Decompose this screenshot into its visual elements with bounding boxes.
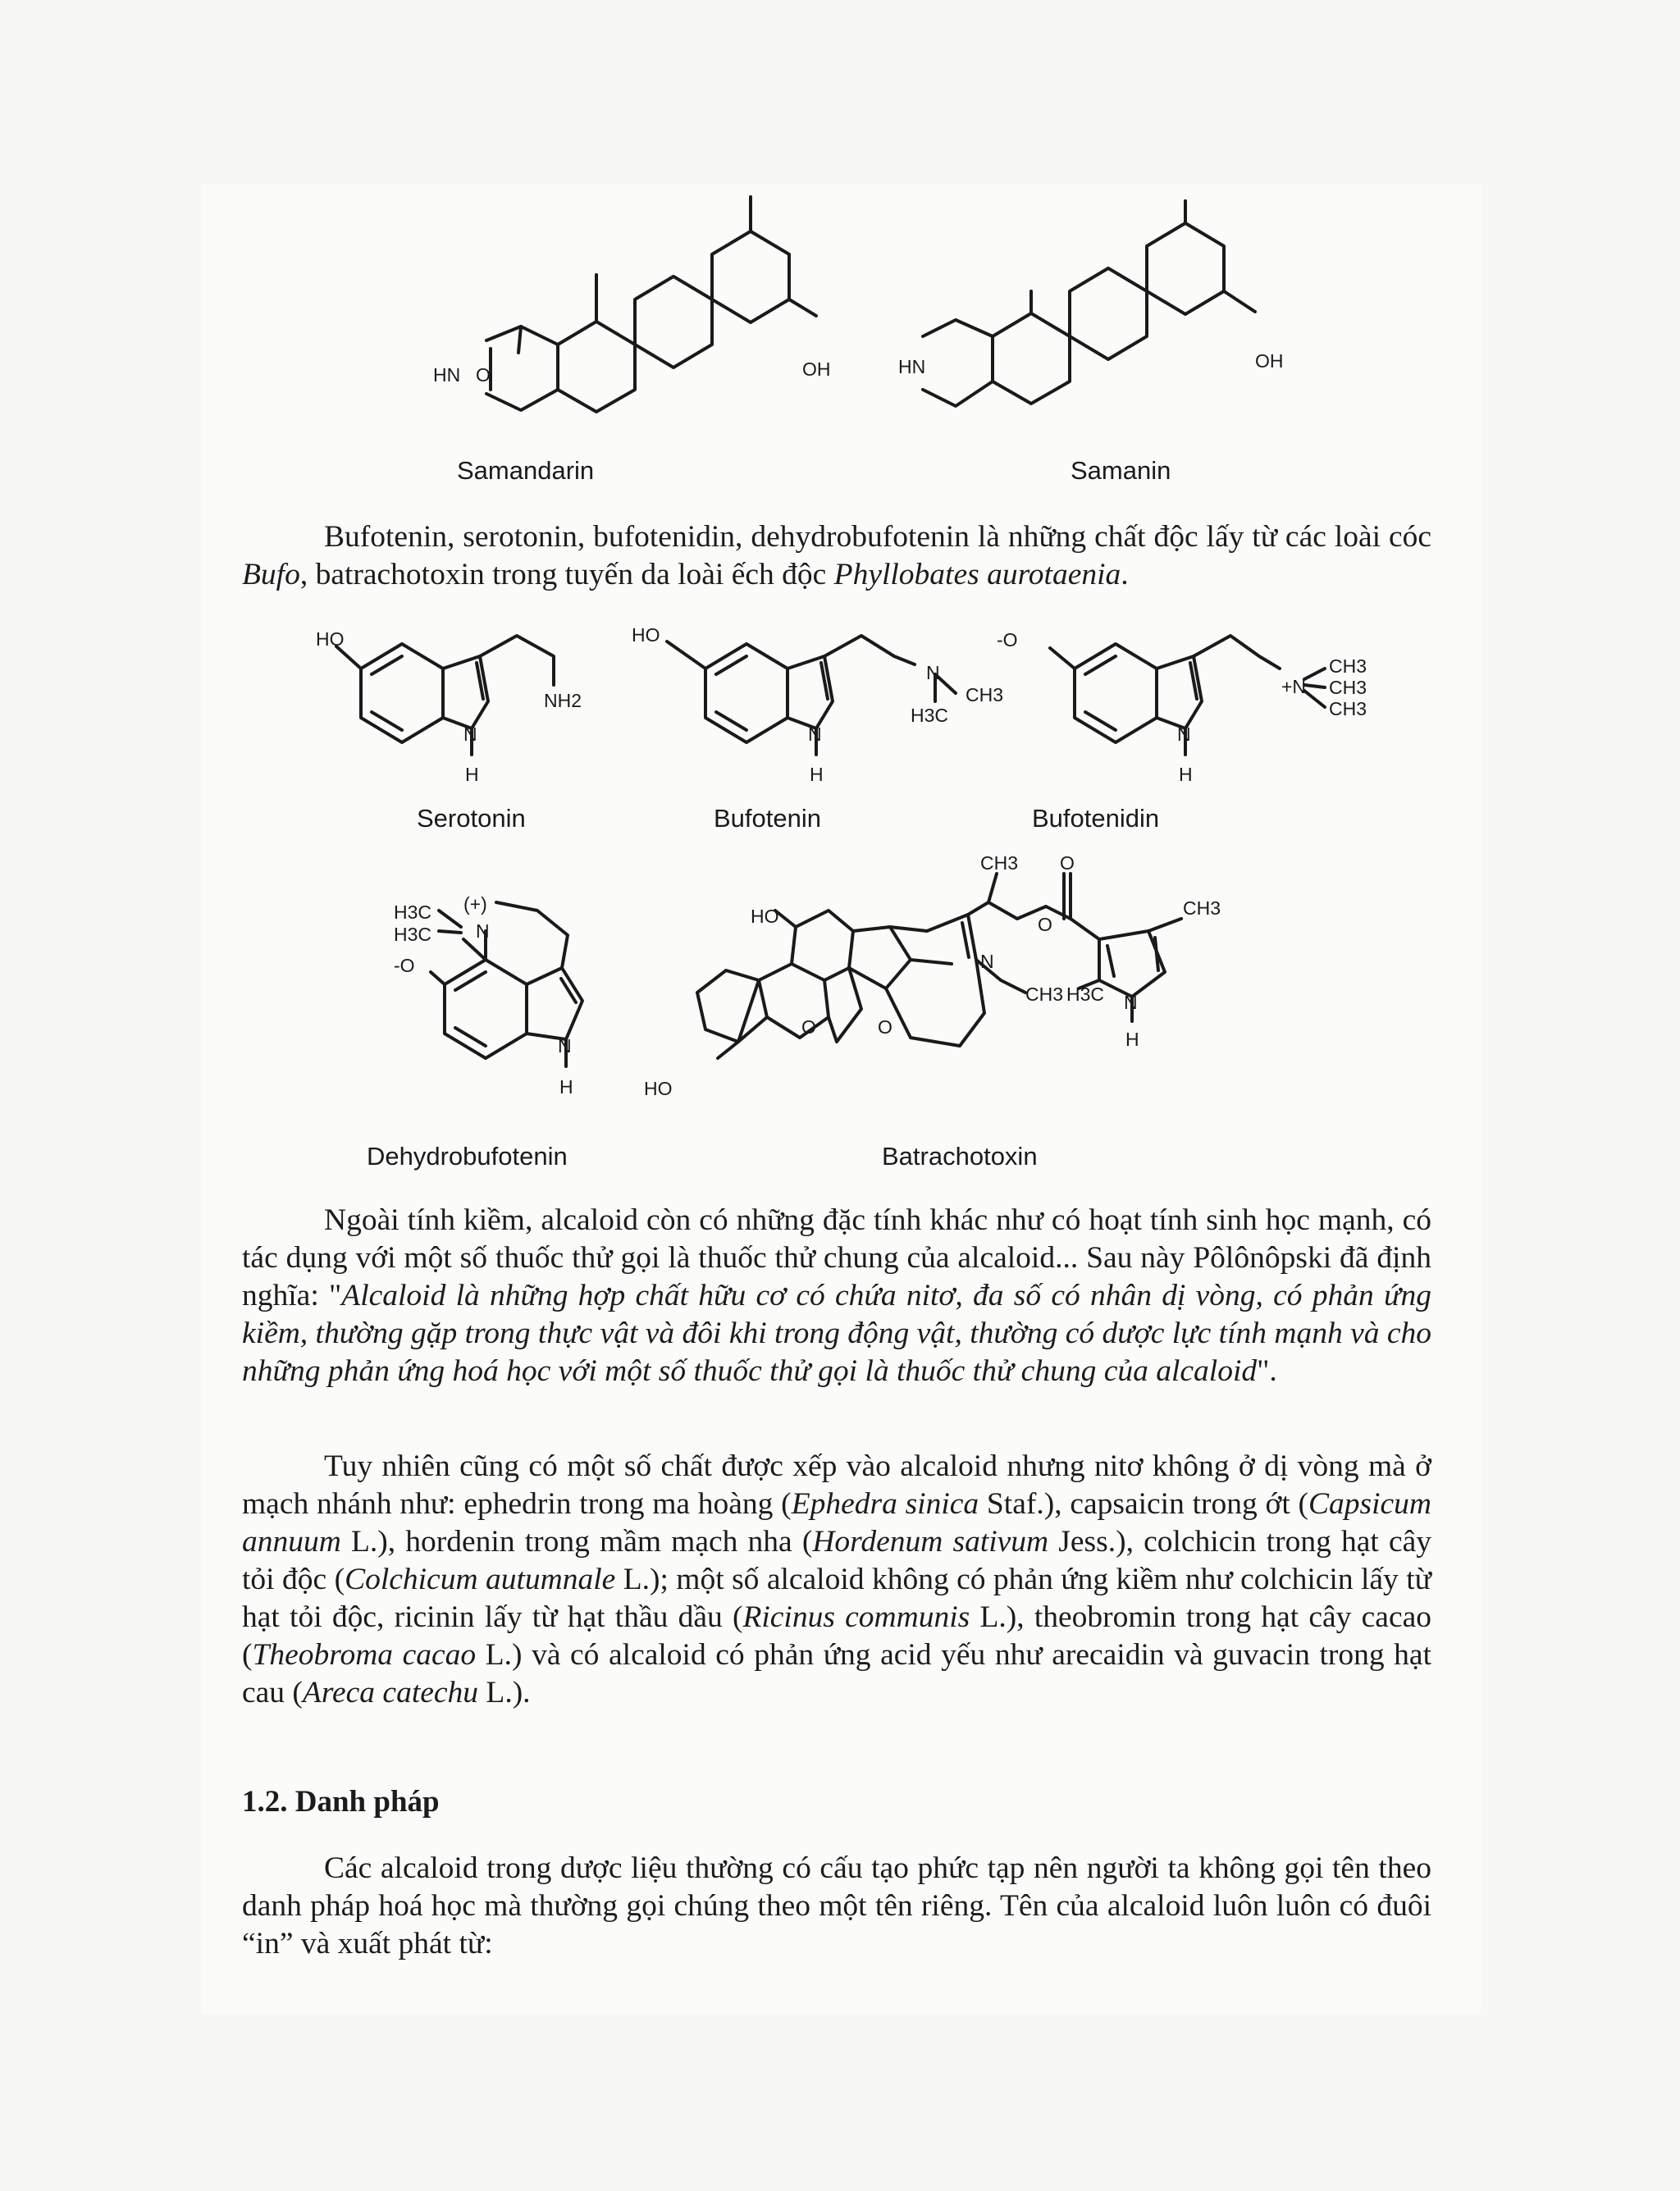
- caption-samanin: Samanin: [1071, 456, 1171, 485]
- batrachotoxin-o-ester-label: O: [1038, 914, 1052, 935]
- caption-batrachotoxin: Batrachotoxin: [882, 1142, 1038, 1171]
- batrachotoxin-ch3-top-label: CH3: [980, 852, 1019, 874]
- species-ricinus: Ricinus communis: [742, 1600, 970, 1634]
- bufotenidin-o-minus-label: -O: [997, 629, 1018, 650]
- batrachotoxin-n-label: N: [980, 951, 994, 972]
- serotonin-nh2-label: NH2: [544, 690, 582, 711]
- bufotenin-h-label: H: [810, 764, 824, 785]
- species-areca: Areca catechu: [302, 1676, 479, 1709]
- samandarin-structure: [427, 230, 831, 435]
- dehydrobufotenin-structure: [394, 882, 640, 1111]
- batrachotoxin-ch3-right-label: CH3: [1183, 897, 1221, 919]
- bufotenin-ch3-label: CH3: [966, 684, 1004, 705]
- caption-samandarin: Samandarin: [457, 456, 595, 485]
- species-colchicum: Colchicum autumnale: [345, 1563, 616, 1596]
- bufotenidin-ch3-1-label: CH3: [1329, 655, 1367, 677]
- bufotenin-structure: [628, 623, 1013, 787]
- batrachotoxin-o2-label: O: [878, 1016, 892, 1038]
- species-phyllobates: Phyllobates aurotaenia: [833, 558, 1121, 591]
- dehydrobufotenin-n-plus-label: N: [476, 920, 490, 942]
- serotonin-ho-label: HO: [316, 628, 345, 650]
- caption-bufotenidin: Bufotenidin: [1032, 804, 1160, 833]
- bufotenidin-ch3-2-label: CH3: [1329, 677, 1367, 698]
- bufotenidin-n-plus-label: +N: [1281, 676, 1307, 697]
- caption-dehydrobufotenin: Dehydrobufotenin: [367, 1142, 568, 1171]
- dehydrobufotenin-h3c-2-label: H3C: [394, 924, 432, 945]
- batrachotoxin-ho-top-label: HO: [751, 906, 779, 927]
- dehydrobufotenin-o-minus-label: -O: [394, 955, 415, 976]
- batrachotoxin-h3c-pyrrole-label: H3C: [1066, 984, 1105, 1005]
- bufotenidin-ch3-3-label: CH3: [1329, 698, 1367, 719]
- bufotenin-ho-label: HO: [632, 624, 660, 646]
- bufotenidin-h-label: H: [1179, 764, 1193, 785]
- polonopski-definition: Alcaloid là những hợp chất hữu cơ có chứa nitơ, đa số có nhân dị vòng, có phản ứng kiềm, thường gặp trong thực vật và đôi khi trong động vật, thường có dược lực tính mạnh và cho những phản ứng hoá học với một số thuốc thử gọi là thuốc thử chung của alcaloid: [242, 1279, 1431, 1388]
- definition-paragraph: Ngoài tính kiềm, alcaloid còn có những đặc tính khác như có hoạt tính sinh học mạnh, có tác dụng với một số thuốc thử gọi là thuốc thử chung của alcaloid... Sau này Pôlônôpski đã định nghĩa: "Alcaloid là những hợp chất hữu cơ có chứa nitơ, đa số có nhân dị vòng, có phản ứng kiềm, thường gặp trong thực vật và đôi khi trong động vật, thường có dược lực tính mạnh và cho những phản ứng hoá học với một số thuốc thử gọi là thuốc thử chung của alcaloid".: [242, 1203, 1431, 1388]
- bufotenin-side-n-label: N: [926, 662, 940, 683]
- caption-serotonin: Serotonin: [417, 804, 526, 833]
- batrachotoxin-o1-label: O: [801, 1016, 816, 1038]
- batrachotoxin-ch3-n-label: CH3: [1025, 984, 1064, 1005]
- samanin-structure: [894, 221, 1284, 427]
- caption-bufotenin: Bufotenin: [714, 804, 821, 833]
- genus-bufo: Bufo: [242, 558, 300, 591]
- exceptions-paragraph: Tuy nhiên cũng có một số chất được xếp vào alcaloid nhưng nitơ không ở dị vòng mà ở mạch nhánh như: ephedrin trong ma hoàng (Ephedra sinica Staf.), capsaicin trong ớt (Capsicum annuum L.), hordenin trong mầm mạch nha (Hordenum sativum Jess.), colchicin trong hạt cây tỏi độc (Colchicum autumnale L.); một số alcaloid không có phản ứng kiềm như colchicin lấy từ hạt tỏi độc, ricinin lấy từ hạt thầu dầu (Ricinus communis L.), theobromin trong hạt cây cacao (Theobroma cacao L.) và có alcaloid có phản ứng acid yếu như arecaidin và guvacin trong hạt cau (Areca catechu L.).: [242, 1449, 1431, 1709]
- species-ephedra: Ephedra sinica: [791, 1487, 979, 1521]
- serotonin-n-label: N: [463, 723, 477, 745]
- batrachotoxin-h-pyrrole-label: H: [1125, 1029, 1139, 1050]
- samandarin-oh-label: OH: [802, 358, 831, 380]
- bufotenidin-n-label: N: [1177, 723, 1191, 745]
- species-hordenum: Hordenum sativum: [812, 1525, 1049, 1559]
- nomenclature-paragraph: Các alcaloid trong dược liệu thường có cấu tạo phức tạp nên người ta không gọi tên theo danh pháp hoá học mà thường gọi chúng theo một tên riêng. Tên của alcaloid luôn luôn có đuôi “in” và xuất phát từ:: [242, 1851, 1431, 1960]
- dehydrobufotenin-plus-label: (+): [463, 893, 487, 915]
- bufotenin-n-label: N: [808, 723, 822, 745]
- samanin-oh-label: OH: [1255, 350, 1284, 372]
- batrachotoxin-n-pyrrole-label: N: [1124, 992, 1138, 1013]
- batrachotoxin-structure: [640, 849, 1329, 1111]
- serotonin-h-label: H: [465, 764, 479, 785]
- dehydrobufotenin-n-label: N: [558, 1035, 572, 1057]
- dehydrobufotenin-h-label: H: [559, 1076, 573, 1098]
- intro-paragraph: Bufotenin, serotonin, bufotenidin, dehydrobufotenin là những chất độc lấy từ các loài cóc Bufo, batrachotoxin trong tuyến da loài ếch độc Phyllobates aurotaenia.: [242, 520, 1431, 591]
- dehydrobufotenin-h3c-1-label: H3C: [394, 902, 432, 923]
- serotonin-structure: [316, 623, 628, 787]
- section-heading: 1.2. Danh pháp: [242, 1785, 440, 1819]
- batrachotoxin-ho-bottom-label: HO: [644, 1078, 673, 1099]
- samanin-hn-label: HN: [898, 356, 926, 377]
- bufotenin-h3c-label: H3C: [911, 705, 949, 726]
- batrachotoxin-o-carbonyl-label: O: [1060, 852, 1075, 874]
- samandarin-hn-label: HN: [433, 364, 461, 386]
- species-capsicum: Capsicum annuum: [242, 1487, 1431, 1559]
- bufotenidin-structure: [997, 623, 1382, 787]
- species-theobroma: Theobroma cacao: [252, 1638, 477, 1672]
- samandarin-o-label: O: [476, 364, 491, 386]
